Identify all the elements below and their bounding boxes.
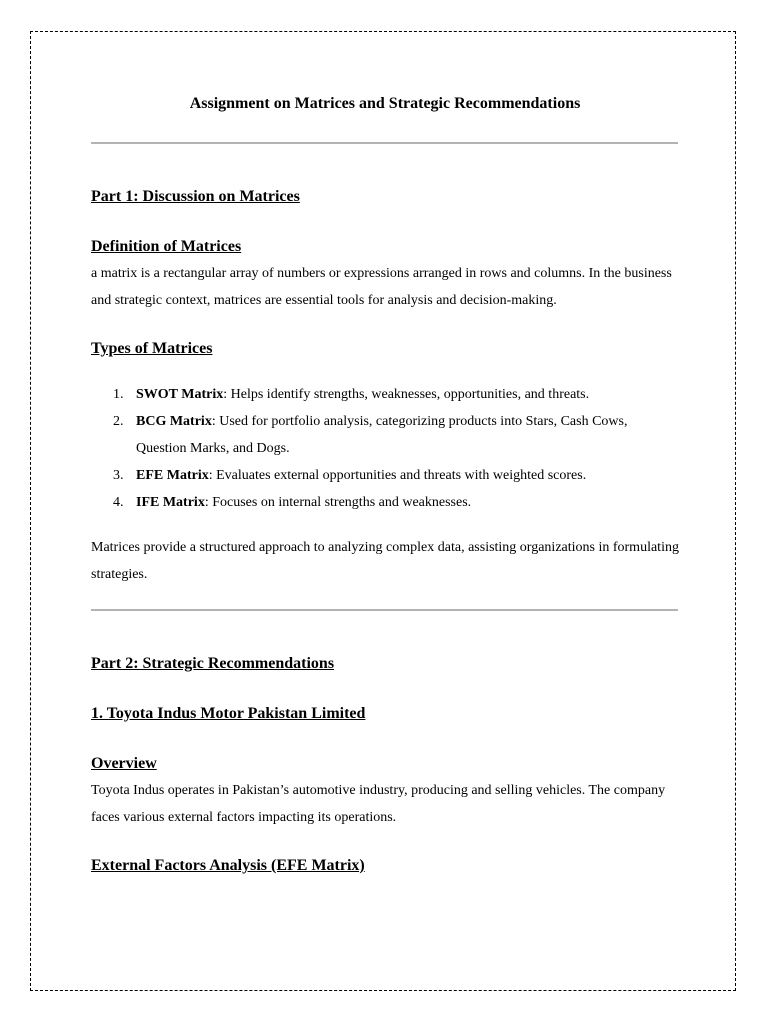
overview-paragraph: Toyota Indus operates in Pakistan’s automotive industry, producing and selling vehicles. The company faces various external factors impacting its operations. — [91, 783, 666, 825]
definition-heading: Definition of Matrices — [91, 238, 242, 255]
list-description: : Evaluates external opportunities and threats with weighted scores. — [208, 468, 587, 483]
list-item-swot — [91, 381, 679, 408]
overview-heading: Overview — [91, 755, 157, 772]
list-term: IFE Matrix — [136, 495, 205, 510]
types-heading: Types of Matrices — [91, 340, 213, 357]
list-description: : Focuses on internal strengths and weaknesses. — [204, 495, 472, 510]
list-term: EFE Matrix — [136, 468, 209, 483]
list-term: SWOT Matrix — [136, 387, 224, 402]
document-title: Assignment on Matrices and Strategic Recommendations — [189, 95, 581, 112]
horizontal-rule — [91, 142, 678, 144]
horizontal-rule — [91, 609, 678, 611]
list-item-bcg — [91, 408, 679, 462]
definition-paragraph: a matrix is a rectangular array of numbers or expressions arranged in rows and columns. In the business and strategic context, matrices are essential tools for analysis and decision-making. — [91, 266, 672, 308]
company-heading: 1. Toyota Indus Motor Pakistan Limited — [91, 705, 366, 722]
part2-heading: Part 2: Strategic Recommendations — [91, 655, 335, 672]
list-item-efe — [91, 462, 679, 489]
list-term: BCG Matrix — [136, 414, 212, 429]
matrix-types-list — [91, 381, 679, 516]
list-number: 2. — [113, 414, 124, 429]
list-description: : Helps identify strengths, weaknesses, opportunities, and threats. — [223, 387, 590, 402]
list-item-ife — [91, 489, 679, 516]
list-number: 4. — [113, 495, 124, 510]
part1-heading: Part 1: Discussion on Matrices — [91, 188, 300, 205]
efe-heading: External Factors Analysis (EFE Matrix) — [91, 857, 365, 874]
summary-paragraph: Matrices provide a structured approach to analyzing complex data, assisting organizations in formulating strategies. — [91, 540, 679, 582]
list-number: 3. — [113, 468, 124, 483]
list-description: : Used for portfolio analysis, categorizing products into Stars, Cash Cows, Question Marks, and Dogs. — [136, 414, 628, 456]
list-number: 1. — [113, 387, 124, 402]
